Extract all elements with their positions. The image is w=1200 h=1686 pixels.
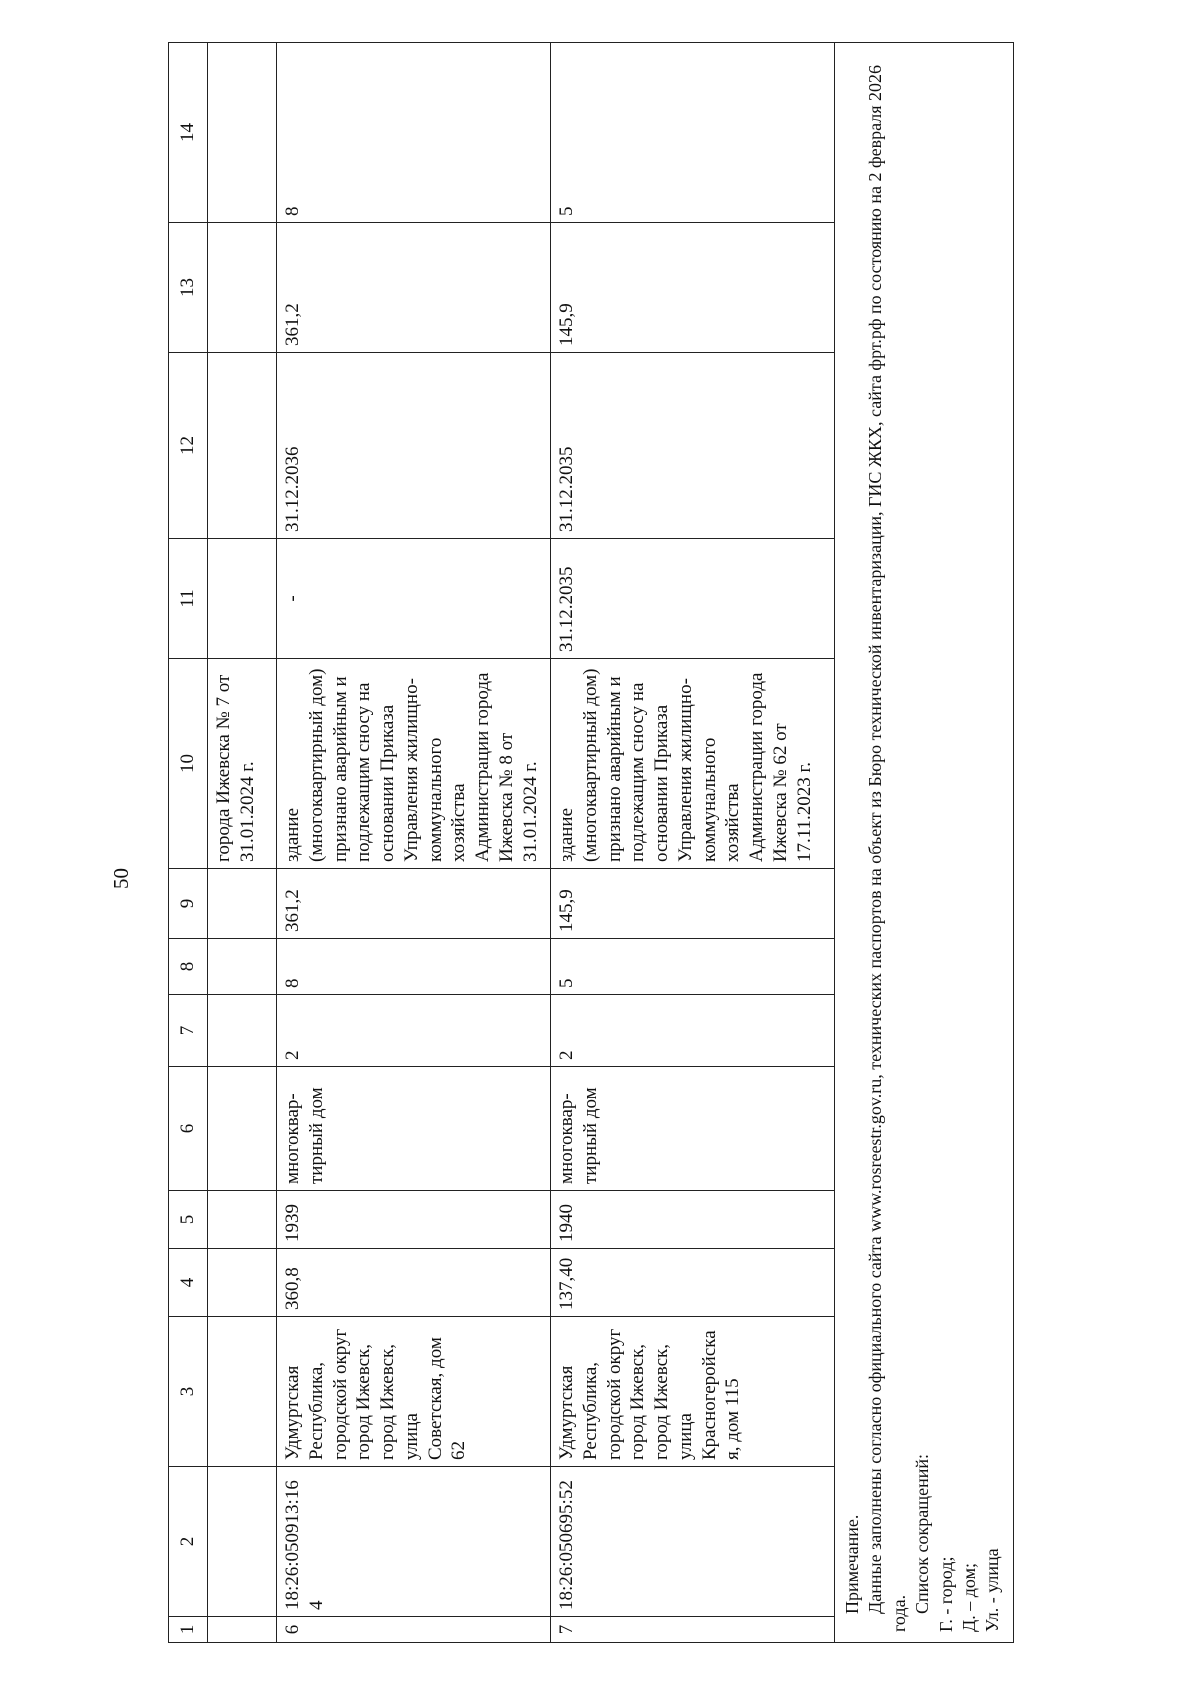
area-2: 361,2 [277, 223, 551, 353]
status: здание (многоквартирный дом) признано аварийным и подлежащим сносу на основании Приказа Управления жилищно-коммунального хозяйства Администрации города Ижевска № 62 от 17.11.2023 г. [551, 659, 835, 869]
area-living: 361,2 [277, 869, 551, 939]
continuation-text: города Ижевска № 7 от 31.01.2024 г. [208, 659, 277, 869]
continuation-row [208, 43, 277, 1643]
year: 1939 [277, 1191, 551, 1249]
date-2: 31.12.2035 [551, 353, 835, 539]
abbr-item: Д. – дом; [958, 1563, 979, 1632]
row-number: 7 [551, 1617, 835, 1643]
address: Удмуртская Республика, городской округ город Ижевск, город Ижевск, улица Красногеройская, дом 115 [551, 1317, 835, 1467]
col-header: 14 [169, 43, 208, 223]
note-text: Данные заполнены согласно официального сайта www.rosreestr.gov.ru, технических паспортов на объект из Бюро технической инвентаризации, ГИС ЖКХ, сайта фрт.рф по состоянию на 2 февраля 2026 года. [865, 64, 909, 1632]
area-2: 145,9 [551, 223, 835, 353]
year: 1940 [551, 1191, 835, 1249]
units: 5 [551, 939, 835, 995]
note-title: Примечание. [842, 1514, 862, 1614]
page-number: 50 [108, 867, 133, 889]
building-type: многоквар-тирный дом [551, 1067, 835, 1191]
units-2: 5 [551, 43, 835, 223]
col-header: 5 [169, 1191, 208, 1249]
units: 8 [277, 939, 551, 995]
note-row [835, 43, 1014, 1643]
col-header: 3 [169, 1317, 208, 1467]
col-header: 10 [169, 659, 208, 869]
table-row [551, 43, 835, 1643]
col-header: 1 [169, 1617, 208, 1643]
col-header: 7 [169, 995, 208, 1067]
area-living: 145,9 [551, 869, 835, 939]
col-header: 8 [169, 939, 208, 995]
col-header: 9 [169, 869, 208, 939]
col-header: 11 [169, 539, 208, 659]
date-1: 31.12.2035 [551, 539, 835, 659]
units-2: 8 [277, 43, 551, 223]
cadastral-number: 18:26:050695:52 [551, 1467, 835, 1617]
area: 137,40 [551, 1249, 835, 1317]
col-header: 6 [169, 1067, 208, 1191]
floors: 2 [551, 995, 835, 1067]
note-cell [835, 43, 1014, 1643]
date-2: 31.12.2036 [277, 353, 551, 539]
table-row [277, 43, 551, 1643]
cadastral-number: 18:26:050913:164 [277, 1467, 551, 1617]
row-number: 6 [277, 1617, 551, 1643]
abbr-item: Ул. - улица [982, 1548, 1003, 1632]
status: здание (многоквартирный дом) признано аварийным и подлежащим сносу на основании Приказа Управления жилищно-коммунального хозяйства Администрации города Ижевска № 8 от 31.01.2024 г. [277, 659, 551, 869]
building-type: многоквар-тирный дом [277, 1067, 551, 1191]
date-1: - [277, 539, 551, 659]
rotated-table-canvas [168, 43, 1018, 1643]
header-row [169, 43, 208, 1643]
area: 360,8 [277, 1249, 551, 1317]
abbr-item: Г. - город; [935, 1556, 956, 1632]
abbr-title: Список сокращений: [912, 1454, 933, 1614]
col-header: 4 [169, 1249, 208, 1317]
housing-table [168, 42, 1014, 1643]
col-header: 13 [169, 223, 208, 353]
col-header: 2 [169, 1467, 208, 1617]
col-header: 12 [169, 353, 208, 539]
address: Удмуртская Республика, городской округ город Ижевск, город Ижевск, улица Советская, дом 62 [277, 1317, 551, 1467]
floors: 2 [277, 995, 551, 1067]
